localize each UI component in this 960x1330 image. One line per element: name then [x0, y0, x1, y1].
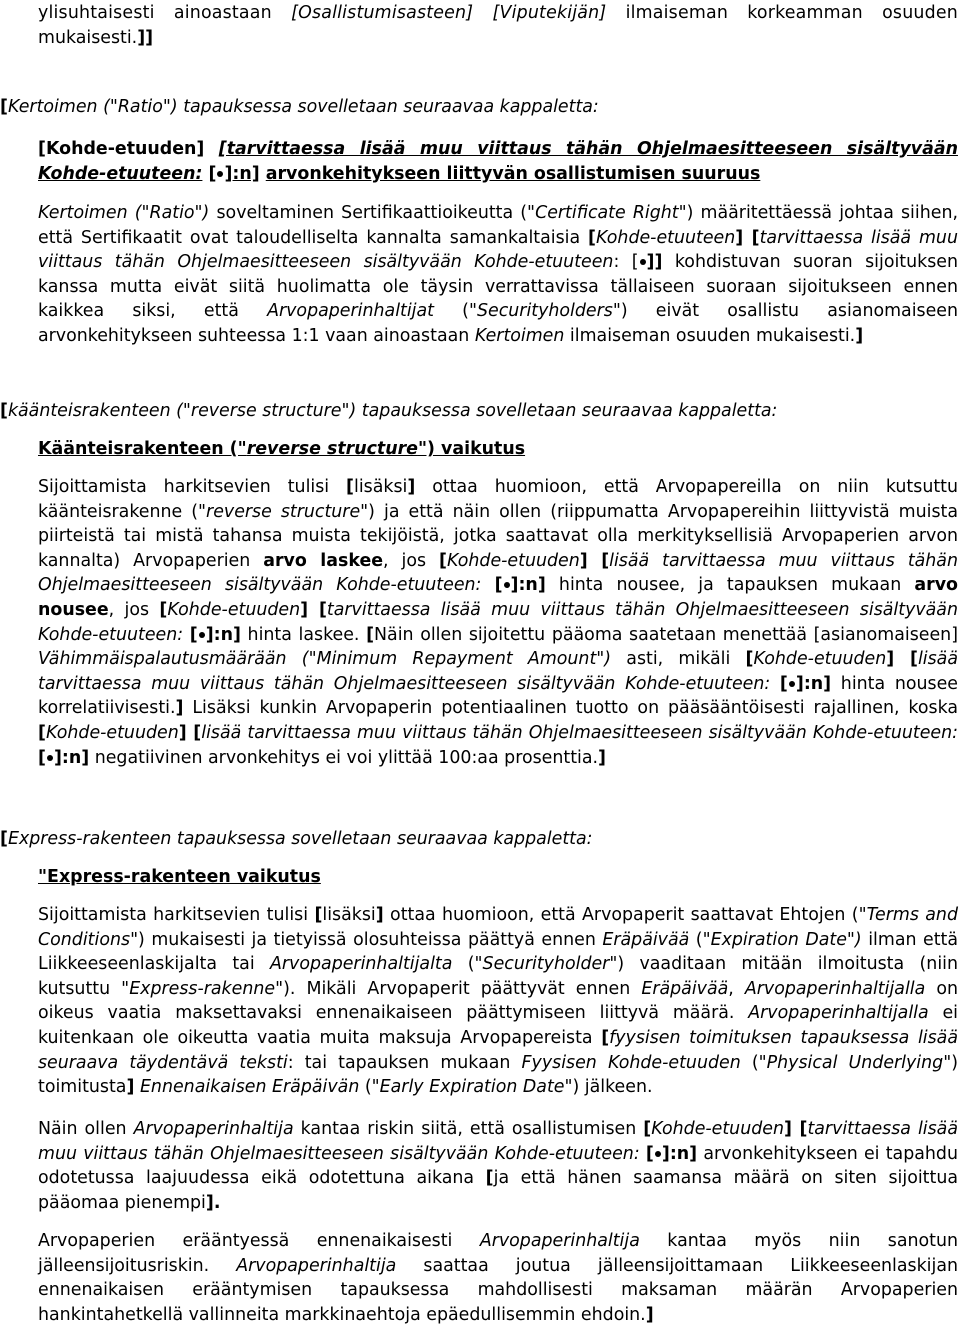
rev-s5: ottaa huomioon, että Arvopapereilla on niin kutsuttu käänteisrakenne (" — [38, 477, 958, 522]
bullet-icon — [655, 1151, 661, 1157]
exp-p1-12: Arvopaperinhaltijalta — [270, 954, 453, 975]
express-heading-text — [38, 865, 958, 890]
exp-p1-34: (" — [359, 1077, 380, 1098]
exp-p1-30: ") toimitusta — [38, 1052, 958, 1098]
exp-p1-7: ") mukaisesti ja tietyissä olosuhteissa päättyä ennen — [130, 929, 603, 950]
reverse-intro — [0, 399, 958, 424]
exp-p3-1: Arvopaperien erääntyessä ennenaikaisesti — [38, 1231, 480, 1251]
exp-p2-8: [ — [645, 1143, 654, 1164]
exp-p1-26: : tai tapauksen mukaan — [287, 1052, 522, 1073]
rev-s2: [ — [346, 477, 354, 497]
exp-p1-25: fyysisen toimituksen tapauksessa lisää seuraava täydentävä teksti — [38, 1027, 958, 1073]
ratio-b15: Securityholders — [476, 301, 613, 322]
ratio-b11: ]] — [646, 252, 663, 273]
bullet-icon — [504, 582, 510, 588]
exp-p1-5: ottaa huomioon, että Arvopaperit saattavat Ehtojen (" — [383, 905, 867, 925]
rev-s19: [ — [159, 599, 168, 620]
rev-s21: ] [ — [300, 599, 327, 620]
ratio-b5: [ — [588, 227, 596, 248]
reverse-body — [38, 475, 958, 770]
ratio-heading-b: [tarvittaessa lisää muu viittaus tähän Ohjelmaesitteeseen sisältyvään — [218, 139, 958, 159]
exp-p1-17: "). Mikäli Arvopaperit päättyvät ennen — [275, 978, 642, 999]
exp-p1-8: Eräpäivää — [602, 929, 690, 950]
express-body-1 — [38, 903, 958, 1100]
express-heading — [38, 865, 958, 890]
rev-s1: Sijoittamista harkitsevien tulisi — [38, 477, 347, 497]
express-body-2 — [38, 1117, 958, 1215]
ratio-b19: ] — [855, 325, 864, 346]
bullet-icon — [789, 681, 795, 687]
rev-s30: [ — [745, 649, 754, 670]
rev-s34: [ — [779, 673, 788, 694]
exp-p3-2: Arvopaperinhaltija — [479, 1231, 640, 1251]
exp-p1-16: Express-rakenne — [129, 978, 276, 999]
exp-p3-5: saattaa joutua jälleensijoittamaan Liikkeeseenlaskijan ennenaikaisen erääntymisen tapauksessa mahdollisesti maksaman määrän Arvopaperien hankintahetkellä vallinneita markkinaehtoja epäedullisemmin ehdoin. — [38, 1255, 958, 1325]
ratio-b7: ] — [735, 227, 744, 248]
exp-p3-4: Arvopaperinhaltija — [236, 1255, 397, 1276]
ratio-heading-e: ]:n] — [224, 163, 260, 184]
ratio-b10: : [ — [613, 252, 639, 273]
rev-s39: [ — [38, 722, 46, 743]
rev-s11: Kohde-etuuden — [446, 550, 580, 571]
top-paragraph-line-1 — [38, 1, 958, 26]
exp-p1-10: Expiration Date") — [710, 929, 862, 950]
ratio-b18: ilmaiseman osuuden mukaisesti. — [564, 325, 856, 346]
express-paragraph-3 — [38, 1229, 958, 1327]
exp-p1-22: Arvopaperinhaltijalla — [748, 1003, 929, 1024]
exp-p1-27: Fyysisen Kohde-etuuden — [521, 1052, 741, 1073]
exp-p1-1: Sijoittamista harkitsevien tulisi — [38, 905, 315, 925]
express-intro-text: Express-rakenteen tapauksessa sovelletaan seuraavaa kappaletta: — [7, 829, 593, 849]
ratio-heading-f: arvonkehitykseen liittyvän osallistumisen suuruus — [265, 163, 761, 184]
rev-s8: arvo laskee — [263, 550, 384, 571]
rev-s23: [ — [189, 624, 198, 645]
exp-p2-7: tarvittaessa lisää muu viittaus tähän Ohjelmaesitteeseen sisältyvään Kohde-etuuteen: — [38, 1119, 958, 1164]
exp-p1-35: Early Expiration Date — [379, 1077, 565, 1098]
rev-s41: ] [ — [178, 722, 202, 743]
rev-s45: negatiivinen arvonkehitys ei voi ylittää 100:aa prosenttia. — [89, 747, 599, 768]
reverse-intro-bracket: [ — [0, 401, 8, 421]
exp-p1-33: Ennenaikaisen Eräpäivän — [139, 1077, 360, 1098]
rev-s20: Kohde-etuuden — [167, 599, 301, 620]
ratio-intro-bracket: [ — [0, 97, 8, 117]
top-text-5: mukaisesti. — [38, 27, 138, 48]
top-text-2: [Osallistumisasteen] — [291, 3, 474, 23]
rev-s26: [ — [366, 624, 375, 645]
express-intro — [0, 827, 958, 852]
exp-p3-3: kantaa myös niin sanotun jälleensijoitusriskin. — [38, 1231, 958, 1276]
top-paragraph-line-2 — [38, 26, 958, 51]
exp-p1-11: ilman että Liikkeeseenlaskijalta tai — [38, 929, 958, 975]
ratio-heading — [38, 137, 958, 186]
reverse-heading-a: Käänteisrakenteen (" — [38, 439, 247, 459]
exp-p1-14: Securityholder — [482, 954, 610, 975]
ratio-b13: Arvopaperinhaltijat — [267, 301, 434, 322]
top-text-4: ilmaiseman korkeamman osuuden — [625, 3, 958, 23]
reverse-heading-text — [38, 437, 958, 462]
top-text-6: ]] — [137, 27, 154, 48]
bullet-icon — [47, 755, 53, 761]
exp-p1-2: [ — [314, 905, 323, 925]
bullet-icon — [640, 259, 646, 265]
ratio-intro-line — [0, 95, 958, 120]
exp-p1-20: Arvopaperinhaltijalla — [744, 978, 926, 999]
exp-p2-13: ]. — [205, 1192, 221, 1213]
rev-s15: ]:n] — [510, 575, 546, 596]
top-text-3: [Viputekijän] — [492, 3, 607, 23]
exp-p1-28: (" — [740, 1052, 767, 1073]
rev-s18: , jos — [108, 599, 160, 620]
exp-p1-9: (" — [689, 929, 711, 950]
exp-p1-13: (" — [452, 954, 483, 975]
rev-s16: hinta nousee, ja tapauksen mukaan — [545, 575, 915, 596]
bullet-icon — [199, 632, 205, 638]
exp-p2-3: kantaa riskin siitä, että osallistumisen — [293, 1119, 644, 1139]
exp-p1-3: lisäksi — [322, 905, 376, 925]
ratio-b17: Kertoimen — [474, 325, 565, 346]
top-text-1: ylisuhtaisesti ainoastaan — [38, 3, 272, 23]
exp-p1-23: ei kuitenkaan ole oikeutta vaatia muita maksuja Arvopapereista — [38, 1003, 959, 1048]
rev-s10: [ — [439, 550, 447, 571]
ratio-b1: Kertoimen ("Ratio") — [38, 203, 210, 223]
rev-s43: [ — [38, 747, 46, 768]
ratio-b14: (" — [433, 301, 477, 322]
rev-s25: hinta laskee. — [240, 624, 367, 645]
rev-s3: lisäksi — [354, 477, 408, 497]
ratio-b2: soveltaminen Sertifikaattioikeutta (" — [209, 203, 536, 223]
ratio-b4: ") määritettäessä johtaa siihen, että Sertifikaatit ovat taloudelliselta kannalta samankaltaisia — [38, 203, 958, 248]
express-heading-label: "Express-rakenteen vaikutus — [38, 867, 321, 887]
rev-s27: Näin ollen sijoitettu pääoma saatetaan menettää [asianomaiseen] — [374, 624, 958, 645]
exp-p2-9: ]:n] — [661, 1143, 698, 1164]
ratio-heading-d: [ — [208, 163, 217, 184]
exp-p1-6: Terms and Conditions — [38, 905, 958, 950]
exp-p2-6: ] [ — [784, 1119, 808, 1139]
rev-s35: ]:n] — [795, 673, 832, 694]
rev-s46: ] — [598, 747, 606, 768]
bullet-icon — [217, 171, 223, 177]
rev-s38: Lisäksi kunkin Arvopaperin potentiaalinen tuotto on pääsääntöisesti rajallinen, koska — [183, 698, 958, 719]
reverse-body-paragraph — [38, 475, 958, 770]
ratio-b9: tarvittaessa lisää muu viittaus tähän Ohjelmaesitteeseen sisältyvään Kohde-etuuteen — [38, 227, 958, 273]
reverse-heading-b: reverse structure — [246, 439, 418, 459]
exp-p1-24: [ — [601, 1027, 610, 1048]
exp-p2-5: Kohde-etuuden — [651, 1119, 784, 1139]
ratio-b16: ") eivät osallistu asianomaiseen arvonkehitykseen suhteessa 1:1 vaan ainoastaan — [38, 301, 959, 346]
rev-s36: hinta nousee korrelatiivisesti. — [38, 673, 958, 719]
rev-s4: ] — [407, 477, 416, 497]
express-body-3 — [38, 1229, 958, 1327]
express-paragraph-2 — [38, 1117, 958, 1215]
exp-p1-19: , — [728, 978, 745, 999]
exp-p2-2: Arvopaperinhaltija — [133, 1119, 294, 1139]
rev-s6: reverse structure — [206, 501, 361, 522]
exp-p1-36: ") jälkeen. — [564, 1077, 653, 1098]
ratio-intro — [0, 95, 958, 120]
ratio-body — [38, 201, 958, 349]
exp-p1-15: ") vaaditaan mitään ilmoitusta (niin kutsuttu " — [38, 954, 959, 999]
ratio-body-paragraph — [38, 201, 958, 349]
rev-s14: [ — [494, 575, 503, 596]
express-intro-bracket: [ — [0, 829, 8, 849]
exp-p1-29: Physical Underlying — [766, 1052, 944, 1073]
rev-s32: ] [ — [886, 649, 918, 670]
reverse-intro-line — [0, 399, 958, 424]
exp-p2-10: arvonkehitykseen ei tapahdu odotetussa laajuudessa eikä odotettuna aikana — [38, 1143, 958, 1189]
rev-s7: ") ja että näin ollen (riippumatta Arvopapereihin liittyvistä muista piirteistä tai mistä tahansa muista tekijöistä, jotka saattavat olla merkityksellisiä Arvopaperien arvon kannalta) Arvopaperien — [38, 501, 958, 571]
exp-p3-6: ] — [645, 1304, 654, 1325]
exp-p1-21: on oikeus vaatia maksettavaksi ennenaikaiseen päättymiseen liittyvä määrä. — [38, 978, 958, 1024]
ratio-b3: Certificate Right — [535, 203, 679, 223]
rev-s22: tarvittaessa lisää muu viittaus tähän Ohjelmaesitteeseen sisältyvään Kohde-etuuteen: — [38, 599, 958, 645]
ratio-intro-text: Kertoimen ("Ratio") tapauksessa sovelletaan seuraavaa kappaletta: — [7, 97, 599, 117]
exp-p2-1: Näin ollen — [38, 1119, 134, 1139]
rev-s33: lisää tarvittaessa muu viittaus tähän Ohjelmaesitteeseen sisältyvään Kohde-etuuteen: — [38, 649, 958, 694]
rev-s31: Kohde-etuuden — [753, 649, 887, 670]
rev-s44: ]:n] — [53, 747, 90, 768]
ratio-b8: [ — [743, 227, 760, 248]
exp-p2-11: [ — [485, 1168, 494, 1189]
rev-s17: arvo nousee — [38, 575, 958, 620]
ratio-heading-c: Kohde-etuuteen: — [38, 163, 203, 184]
rev-s37: ] — [175, 698, 184, 719]
rev-s24: ]:n] — [205, 624, 241, 645]
reverse-heading — [38, 437, 958, 462]
rev-s29: asti, mikäli — [611, 649, 746, 670]
ratio-b12: kohdistuvan suoran sijoituksen kanssa mutta eivät siitä huolimatta ole täysin verrattavissa tällaiseen suoraan sijoitukseen ennen kaikkea siksi, että — [38, 252, 958, 322]
top-paragraph — [38, 1, 958, 50]
ratio-b6: Kohde-etuuteen — [596, 227, 736, 248]
exp-p2-4: [ — [643, 1119, 652, 1139]
rev-s42: lisää tarvittaessa muu viittaus tähän Ohjelmaesitteeseen sisältyvään Kohde-etuuteen: — [201, 722, 958, 743]
express-paragraph-1 — [38, 903, 958, 1100]
rev-s9: , jos — [383, 550, 440, 571]
ratio-heading-a: [Kohde-etuuden] — [38, 139, 205, 159]
exp-p1-4: ] — [375, 905, 384, 925]
exp-p1-31: ] — [126, 1077, 135, 1098]
exp-p2-12: ja että hänen saamansa määrä on siten sijoittua pääomaa pienempi — [38, 1168, 958, 1213]
ratio-heading-text — [38, 137, 958, 186]
reverse-heading-c: ") vaikutus — [417, 439, 526, 459]
rev-s12: ] [ — [579, 550, 610, 571]
exp-p1-18: Eräpäivää — [641, 978, 729, 999]
express-intro-line — [0, 827, 958, 852]
rev-s40: Kohde-etuuden — [45, 722, 179, 743]
rev-s13: lisää tarvittaessa muu viittaus tähän Ohjelmaesitteeseen sisältyvään Kohde-etuuteen: — [38, 550, 958, 596]
rev-s28: Vähimmäispalautusmäärään ("Minimum Repayment Amount") — [38, 649, 612, 670]
reverse-intro-text: käänteisrakenteen ("reverse structure") tapauksessa sovelletaan seuraavaa kappaletta: — [7, 401, 778, 421]
